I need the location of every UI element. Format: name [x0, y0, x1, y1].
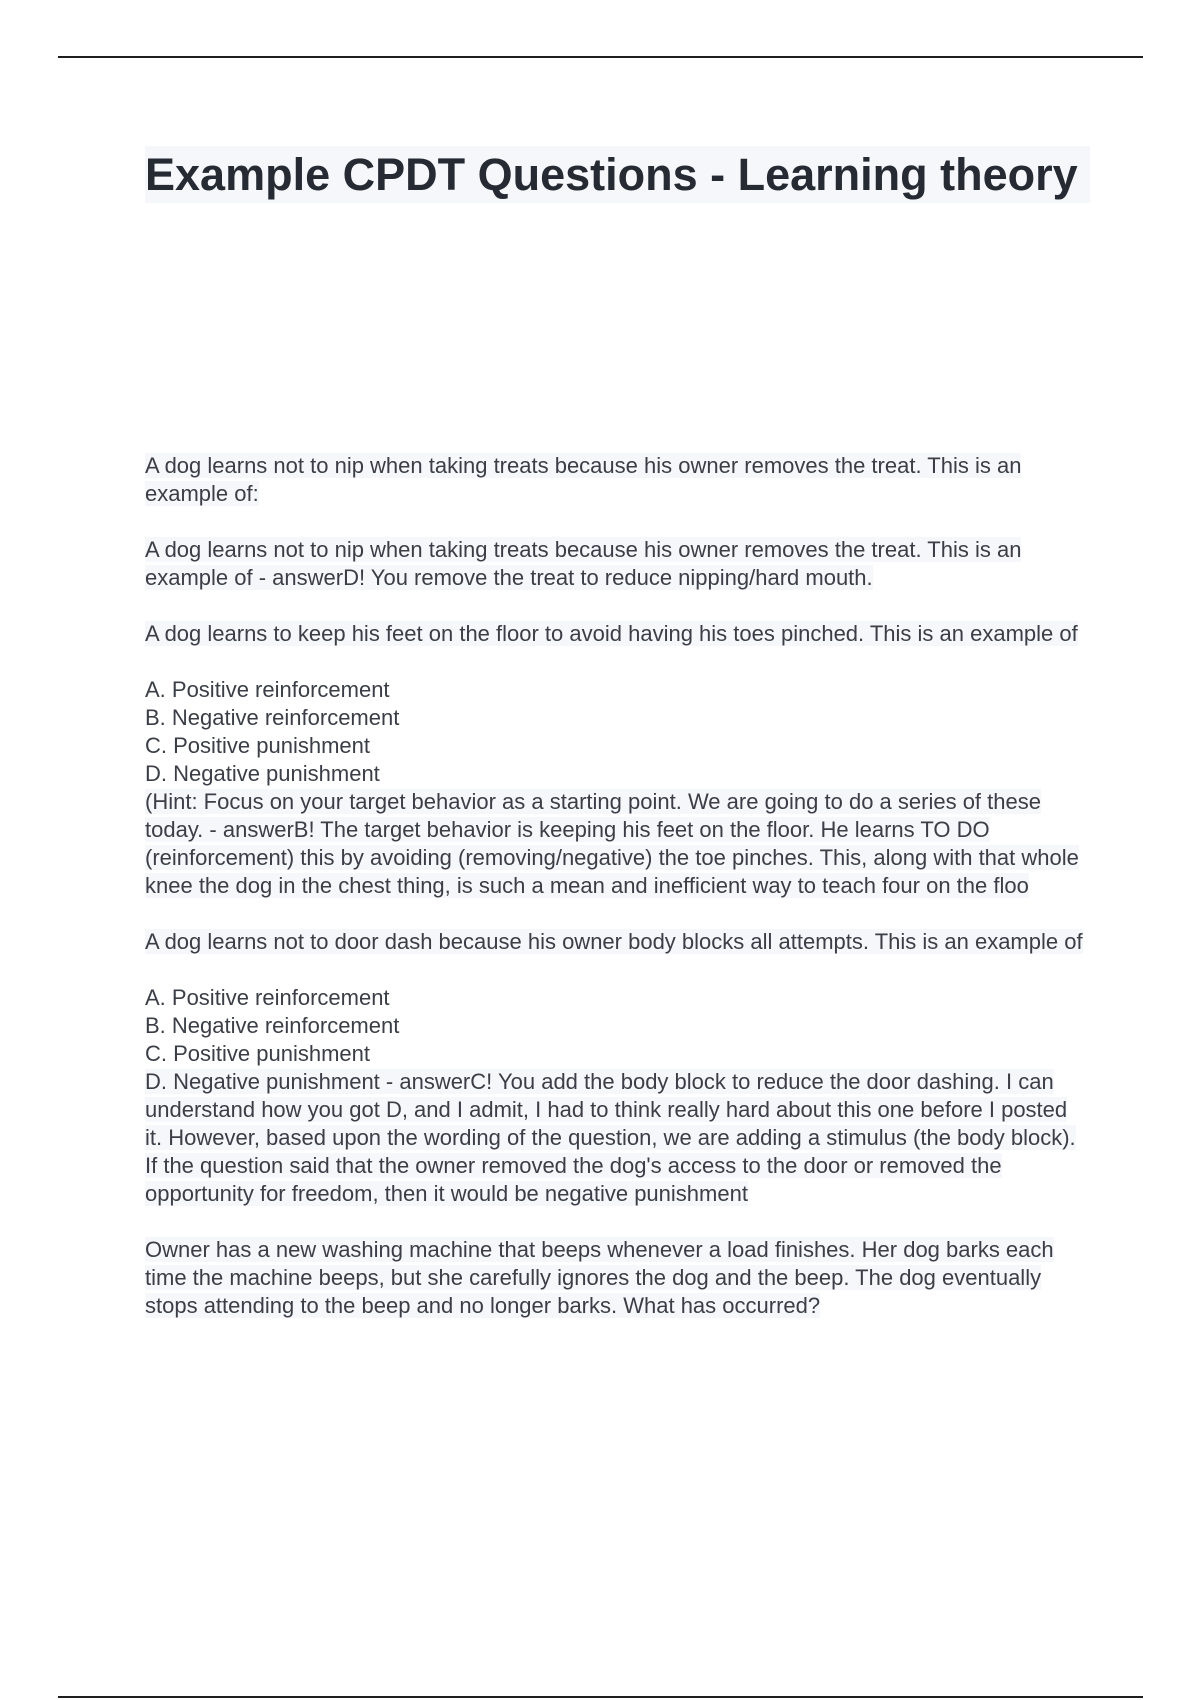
question-3-option-b: B. Negative reinforcement [145, 1013, 400, 1038]
question-3-prompt [145, 928, 1090, 956]
document-body [145, 452, 1090, 1348]
question-3-prompt-text: A dog learns not to door dash because his owner body blocks all attempts. This is an example of [145, 929, 1083, 954]
question-1-answer-text: A dog learns not to nip when taking treats because his owner removes the treat. This is an example of - answerD! You remove the treat to reduce nipping/hard mouth. [145, 537, 1022, 590]
top-rule [58, 56, 1143, 58]
question-2-option-a: A. Positive reinforcement [145, 677, 390, 702]
question-3-options [145, 984, 1090, 1208]
question-1-prompt-text: A dog learns not to nip when taking treats because his owner removes the treat. This is an example of: [145, 453, 1022, 506]
question-2-answer: (Hint: Focus on your target behavior as a starting point. We are going to do a series of these today. - answerB! The target behavior is keeping his feet on the floor. He learns TO DO (reinforcement) this by avoiding (removing/negative) the toe pinches. This, along with that whole knee the dog in the chest thing, is such a mean and inefficient way to teach four on the floo [145, 789, 1079, 898]
question-1-answer [145, 536, 1090, 592]
question-2-prompt-text: A dog learns to keep his feet on the floor to avoid having his toes pinched. This is an example of [145, 621, 1078, 646]
page-title: Example CPDT Questions - Learning theory [145, 149, 1078, 200]
question-2-option-d: D. Negative punishment [145, 761, 380, 786]
title-block [145, 146, 1090, 203]
question-4-prompt [145, 1236, 1090, 1320]
question-4-prompt-text: Owner has a new washing machine that beeps whenever a load finishes. Her dog barks each time the machine beeps, but she carefully ignores the dog and the beep. The dog eventually stops attending to the beep and no longer barks. What has occurred? [145, 1237, 1054, 1318]
question-2-option-c: C. Positive punishment [145, 733, 370, 758]
question-1-prompt [145, 452, 1090, 508]
question-2-prompt [145, 620, 1090, 648]
question-2-options [145, 676, 1090, 900]
question-3-option-a: A. Positive reinforcement [145, 985, 390, 1010]
question-2-option-b: B. Negative reinforcement [145, 705, 400, 730]
question-3-option-c: C. Positive punishment [145, 1041, 370, 1066]
question-3-option-d-answer: D. Negative punishment - answerC! You add the body block to reduce the door dashing. I can understand how you got D, and I admit, I had to think really hard about this one before I posted it. However, based upon the wording of the question, we are adding a stimulus (the body block). If the question said that the owner removed the dog's access to the door or removed the opportunity for freedom, then it would be negative punishment [145, 1069, 1076, 1206]
bottom-rule [58, 1696, 1143, 1698]
